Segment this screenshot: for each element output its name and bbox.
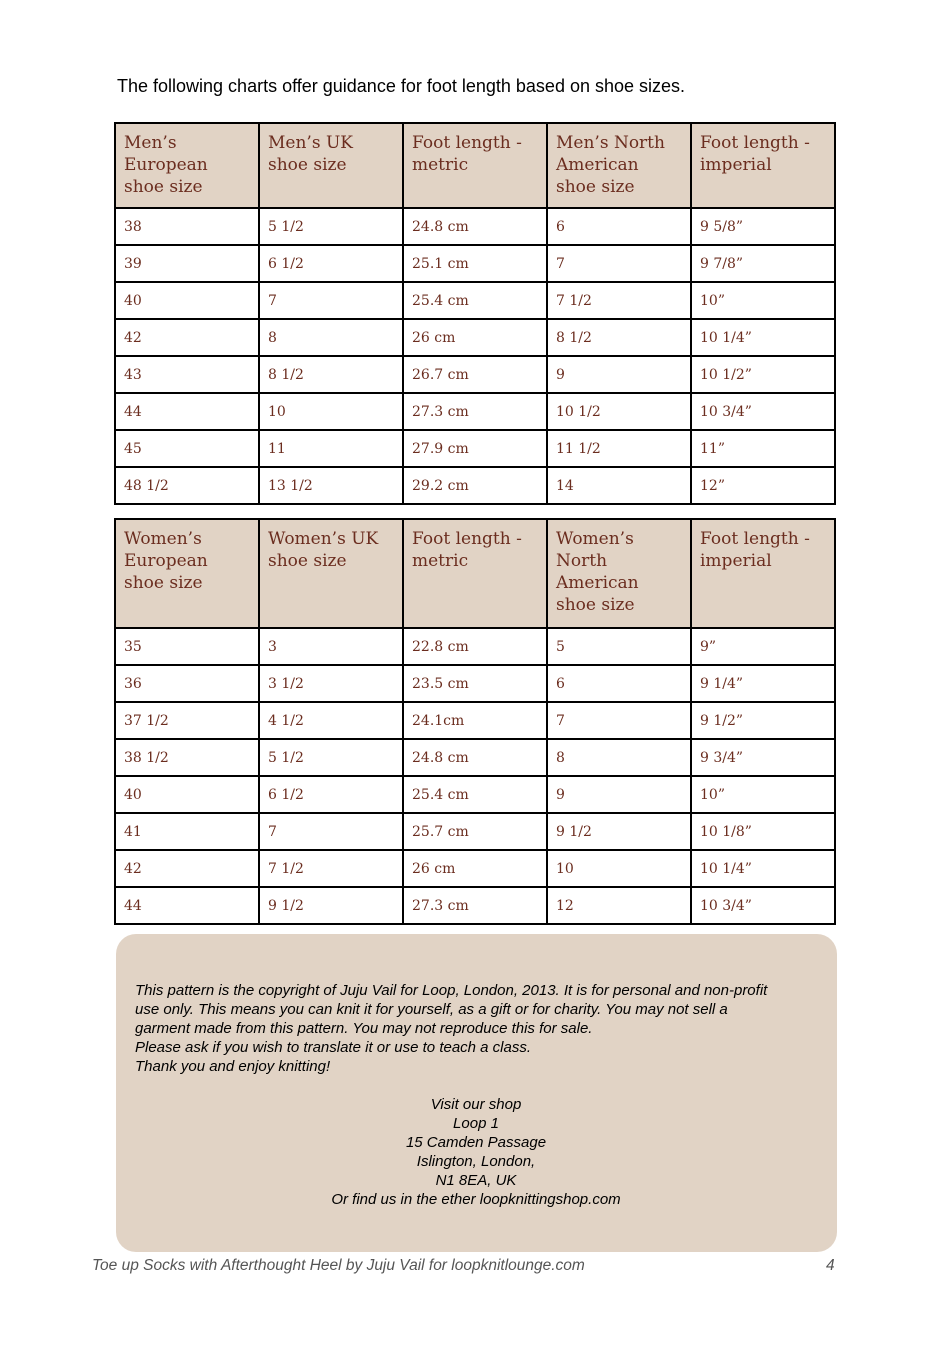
table-cell: 42: [115, 850, 259, 887]
column-header: Foot length - imperial: [691, 123, 835, 208]
copyright-notice-box: [116, 934, 837, 1252]
page-number: 4: [826, 1257, 835, 1274]
table-cell: 8 1/2: [547, 319, 691, 356]
shop-line: Loop 1: [453, 1115, 499, 1132]
table-cell: 9: [547, 776, 691, 813]
table-cell: 9 1/2: [259, 887, 403, 924]
table-cell: 39: [115, 245, 259, 282]
table-row: [115, 739, 835, 776]
table-row: [115, 356, 835, 393]
column-header: Men’s North American shoe size: [547, 123, 691, 208]
table-row: [115, 887, 835, 924]
table-cell: 8: [259, 319, 403, 356]
women-size-table: [114, 518, 836, 925]
table-cell: 24.1cm: [403, 702, 547, 739]
table-cell: 9 7/8”: [691, 245, 835, 282]
shop-line: N1 8EA, UK: [435, 1172, 517, 1189]
table-cell: 44: [115, 887, 259, 924]
table-cell: 9 3/4”: [691, 739, 835, 776]
table-cell: 43: [115, 356, 259, 393]
table-cell: 24.8 cm: [403, 739, 547, 776]
table-cell: 14: [547, 467, 691, 504]
table-cell: 12”: [691, 467, 835, 504]
table-cell: 26 cm: [403, 319, 547, 356]
table-cell: 11”: [691, 430, 835, 467]
table-cell: 25.1 cm: [403, 245, 547, 282]
table-row: [115, 467, 835, 504]
table-cell: 45: [115, 430, 259, 467]
table-header-row: [115, 123, 835, 208]
shop-line: 15 Camden Passage: [405, 1134, 547, 1151]
table-cell: 40: [115, 776, 259, 813]
table-cell: 44: [115, 393, 259, 430]
table-cell: 36: [115, 665, 259, 702]
copyright-line: Thank you and enjoy knitting!: [135, 1058, 331, 1075]
table-cell: 41: [115, 813, 259, 850]
table-row: [115, 208, 835, 245]
table-row: [115, 702, 835, 739]
table-cell: 40: [115, 282, 259, 319]
table-row: [115, 319, 835, 356]
table-row: [115, 850, 835, 887]
table-cell: 5: [547, 628, 691, 665]
table-row: [115, 776, 835, 813]
table-row: [115, 665, 835, 702]
table-cell: 3: [259, 628, 403, 665]
table-cell: 48 1/2: [115, 467, 259, 504]
table-cell: 22.8 cm: [403, 628, 547, 665]
column-header: Foot length - imperial: [691, 519, 835, 628]
column-header: Men’s UK shoe size: [259, 123, 403, 208]
copyright-text: [135, 981, 817, 1076]
table-cell: 13 1/2: [259, 467, 403, 504]
table-row: [115, 282, 835, 319]
column-header: Women’s UK shoe size: [259, 519, 403, 628]
table-cell: 26.7 cm: [403, 356, 547, 393]
table-cell: 5 1/2: [259, 208, 403, 245]
table-cell: 7: [547, 702, 691, 739]
intro-text: The following charts offer guidance for foot length based on shoe sizes.: [117, 76, 686, 96]
table-cell: 6 1/2: [259, 245, 403, 282]
table-cell: 9 1/4”: [691, 665, 835, 702]
table-cell: 9”: [691, 628, 835, 665]
table-cell: 42: [115, 319, 259, 356]
column-header: Foot length - metric: [403, 123, 547, 208]
table-cell: 10 1/2”: [691, 356, 835, 393]
table-cell: 35: [115, 628, 259, 665]
table-cell: 7 1/2: [547, 282, 691, 319]
shop-line: Or find us in the ether loopknittingshop.com: [331, 1191, 621, 1208]
table-row: [115, 393, 835, 430]
table-row: [115, 813, 835, 850]
table-cell: 10”: [691, 282, 835, 319]
table-cell: 10 1/4”: [691, 319, 835, 356]
table-cell: 9 5/8”: [691, 208, 835, 245]
table-cell: 5 1/2: [259, 739, 403, 776]
table-cell: 27.9 cm: [403, 430, 547, 467]
table-cell: 11 1/2: [547, 430, 691, 467]
men-size-table: [114, 122, 836, 505]
column-header: Men’s European shoe size: [115, 123, 259, 208]
table-cell: 24.8 cm: [403, 208, 547, 245]
shop-line: Visit our shop: [430, 1096, 522, 1113]
table-cell: 12: [547, 887, 691, 924]
table-cell: 8: [547, 739, 691, 776]
copyright-line: This pattern is the copyright of Juju Vail for Loop, London, 2013. It is for personal and non-profit: [135, 982, 768, 999]
table-cell: 10: [547, 850, 691, 887]
table-cell: 6: [547, 665, 691, 702]
table-cell: 10”: [691, 776, 835, 813]
table-cell: 7: [259, 282, 403, 319]
table-row: [115, 430, 835, 467]
table-cell: 7 1/2: [259, 850, 403, 887]
table-cell: 38 1/2: [115, 739, 259, 776]
table-cell: 27.3 cm: [403, 887, 547, 924]
table-cell: 25.4 cm: [403, 282, 547, 319]
table-cell: 10: [259, 393, 403, 430]
copyright-line: garment made from this pattern. You may not reproduce this for sale.: [135, 1020, 593, 1037]
table-cell: 6 1/2: [259, 776, 403, 813]
copyright-line: use only. This means you can knit it for yourself, as a gift or for charity. You may not sell a: [135, 1001, 728, 1018]
shop-address: [135, 1095, 817, 1209]
column-header: Foot length - metric: [403, 519, 547, 628]
table-cell: 9 1/2”: [691, 702, 835, 739]
column-header: Women’s European shoe size: [115, 519, 259, 628]
table-cell: 26 cm: [403, 850, 547, 887]
footer-title: Toe up Socks with Afterthought Heel by Juju Vail for loopknitlounge.com: [92, 1257, 585, 1274]
table-cell: 11: [259, 430, 403, 467]
table-cell: 37 1/2: [115, 702, 259, 739]
table-cell: 10 1/8”: [691, 813, 835, 850]
shop-line: Islington, London,: [416, 1153, 536, 1170]
table-header-row: [115, 519, 835, 628]
table-cell: 9 1/2: [547, 813, 691, 850]
table-cell: 10 1/2: [547, 393, 691, 430]
table-cell: 4 1/2: [259, 702, 403, 739]
table-cell: 7: [259, 813, 403, 850]
table-cell: 27.3 cm: [403, 393, 547, 430]
table-cell: 7: [547, 245, 691, 282]
table-row: [115, 245, 835, 282]
table-cell: 25.4 cm: [403, 776, 547, 813]
table-cell: 6: [547, 208, 691, 245]
table-cell: 25.7 cm: [403, 813, 547, 850]
table-row: [115, 628, 835, 665]
table-cell: 9: [547, 356, 691, 393]
copyright-line: Please ask if you wish to translate it or use to teach a class.: [135, 1039, 532, 1056]
table-cell: 8 1/2: [259, 356, 403, 393]
table-cell: 38: [115, 208, 259, 245]
column-header: Women’s North American shoe size: [547, 519, 691, 628]
table-cell: 23.5 cm: [403, 665, 547, 702]
table-cell: 3 1/2: [259, 665, 403, 702]
table-cell: 29.2 cm: [403, 467, 547, 504]
table-cell: 10 3/4”: [691, 887, 835, 924]
table-cell: 10 1/4”: [691, 850, 835, 887]
table-cell: 10 3/4”: [691, 393, 835, 430]
